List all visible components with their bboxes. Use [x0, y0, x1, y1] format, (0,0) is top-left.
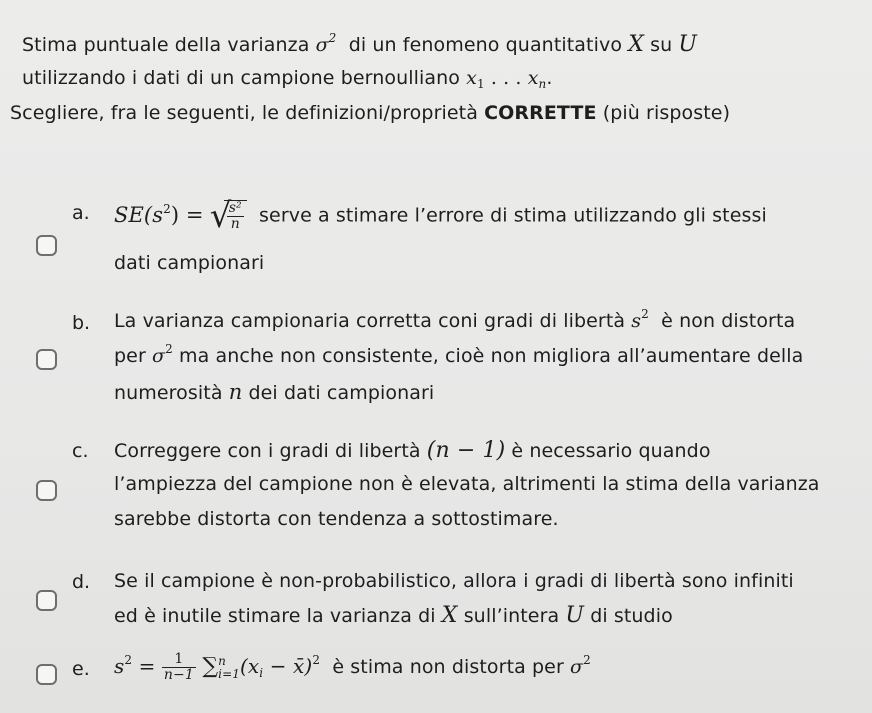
option-d-checkbox[interactable]: [36, 590, 57, 611]
sqrt-formula: √ $\frac{\text{s²}}{n}$: [210, 200, 247, 232]
variable-U: U: [678, 32, 698, 57]
option-a-line-1: [114, 196, 767, 236]
option-c-checkbox[interactable]: [36, 480, 57, 501]
option-c-line-2: l’ampiezza del campione non è elevata, altrimenti la stima della varianza: [114, 473, 820, 495]
option-c-line-1: [114, 438, 711, 463]
option-text: dei dati campionari: [248, 382, 435, 404]
option-letter: a.: [72, 202, 90, 224]
option-a-line-2: dati campionari: [114, 252, 265, 274]
instruction-text: (più risposte): [602, 102, 731, 124]
option-b-line-2: [114, 342, 804, 367]
question-text: Stima puntuale della varianza: [22, 34, 310, 56]
option-letter: d.: [72, 571, 91, 593]
option-text: è necessario quando: [511, 440, 711, 462]
option-b-line-3: [114, 380, 434, 404]
option-text: La varianza campionaria corretta coni gradi di libertà: [114, 310, 626, 332]
s-squared: $s^2$: [631, 307, 649, 332]
option-a-checkbox[interactable]: [36, 235, 57, 256]
option-d-line-1: Se il campione è non-probabilistico, allora i gradi di libertà sono infiniti: [114, 570, 794, 592]
n-minus-1-formula: (n − 1): [426, 438, 506, 463]
variable-X: X: [441, 603, 458, 628]
option-text: per: [114, 345, 146, 367]
option-text: Correggere con i gradi di libertà: [114, 440, 421, 462]
instruction: [10, 102, 730, 124]
sample-notation: $x_1$ . . . $x_n$: [466, 67, 547, 91]
option-letter: c.: [72, 440, 89, 462]
sigma-squared: $\sigma^2$: [152, 342, 173, 367]
sigma-symbol: $\sigma^2$: [315, 31, 337, 56]
option-text: ma anche non consistente, cioè non migliora all’aumentare della: [178, 345, 804, 367]
question-text: di un fenomeno quantitativo: [348, 34, 623, 56]
question-line-1: [22, 32, 697, 57]
variable-n: n: [228, 380, 243, 404]
option-text: ed è inutile stimare la varianza di: [114, 605, 436, 627]
sigma-squared: $\sigma^2$: [570, 653, 591, 678]
question-line-2: utilizzando i dati di un campione bernoulliano $x_1$ . . . $x_n$.: [22, 67, 553, 91]
option-b-checkbox[interactable]: [36, 349, 57, 370]
instruction-bold: CORRETTE: [484, 102, 597, 124]
instruction-text: Scegliere, fra le seguenti, le definizioni/proprietà: [10, 102, 478, 124]
option-b-line-1: [114, 307, 796, 332]
option-d-line-2: [114, 603, 673, 628]
option-text: serve a stimare l’errore di stima utilizzando gli stessi: [259, 204, 767, 227]
question-text: su: [650, 34, 673, 56]
variable-U: U: [565, 603, 585, 628]
option-text: sull’intera: [463, 605, 560, 627]
option-text: di studio: [590, 605, 673, 627]
option-letter: e.: [72, 658, 90, 680]
variable-X: X: [628, 32, 644, 57]
question-text: utilizzando i dati di un campione bernoulliano: [22, 67, 460, 89]
option-text: numerosità: [114, 382, 223, 404]
option-e-checkbox[interactable]: [36, 664, 57, 685]
option-text: è stima non distorta per: [332, 656, 564, 678]
option-c-line-3: sarebbe distorta con tendenza a sottostimare.: [114, 508, 559, 530]
option-letter: b.: [72, 312, 91, 334]
option-e-line-1: [114, 652, 591, 683]
option-text: è non distorta: [661, 310, 796, 332]
variance-formula: $s^2$ = $\frac{1}{n-1}$ ∑ n i=1 ($x_i$ − x̄)$^2$: [114, 651, 321, 683]
se-formula: $SE(s^2)$ =: [114, 201, 204, 227]
